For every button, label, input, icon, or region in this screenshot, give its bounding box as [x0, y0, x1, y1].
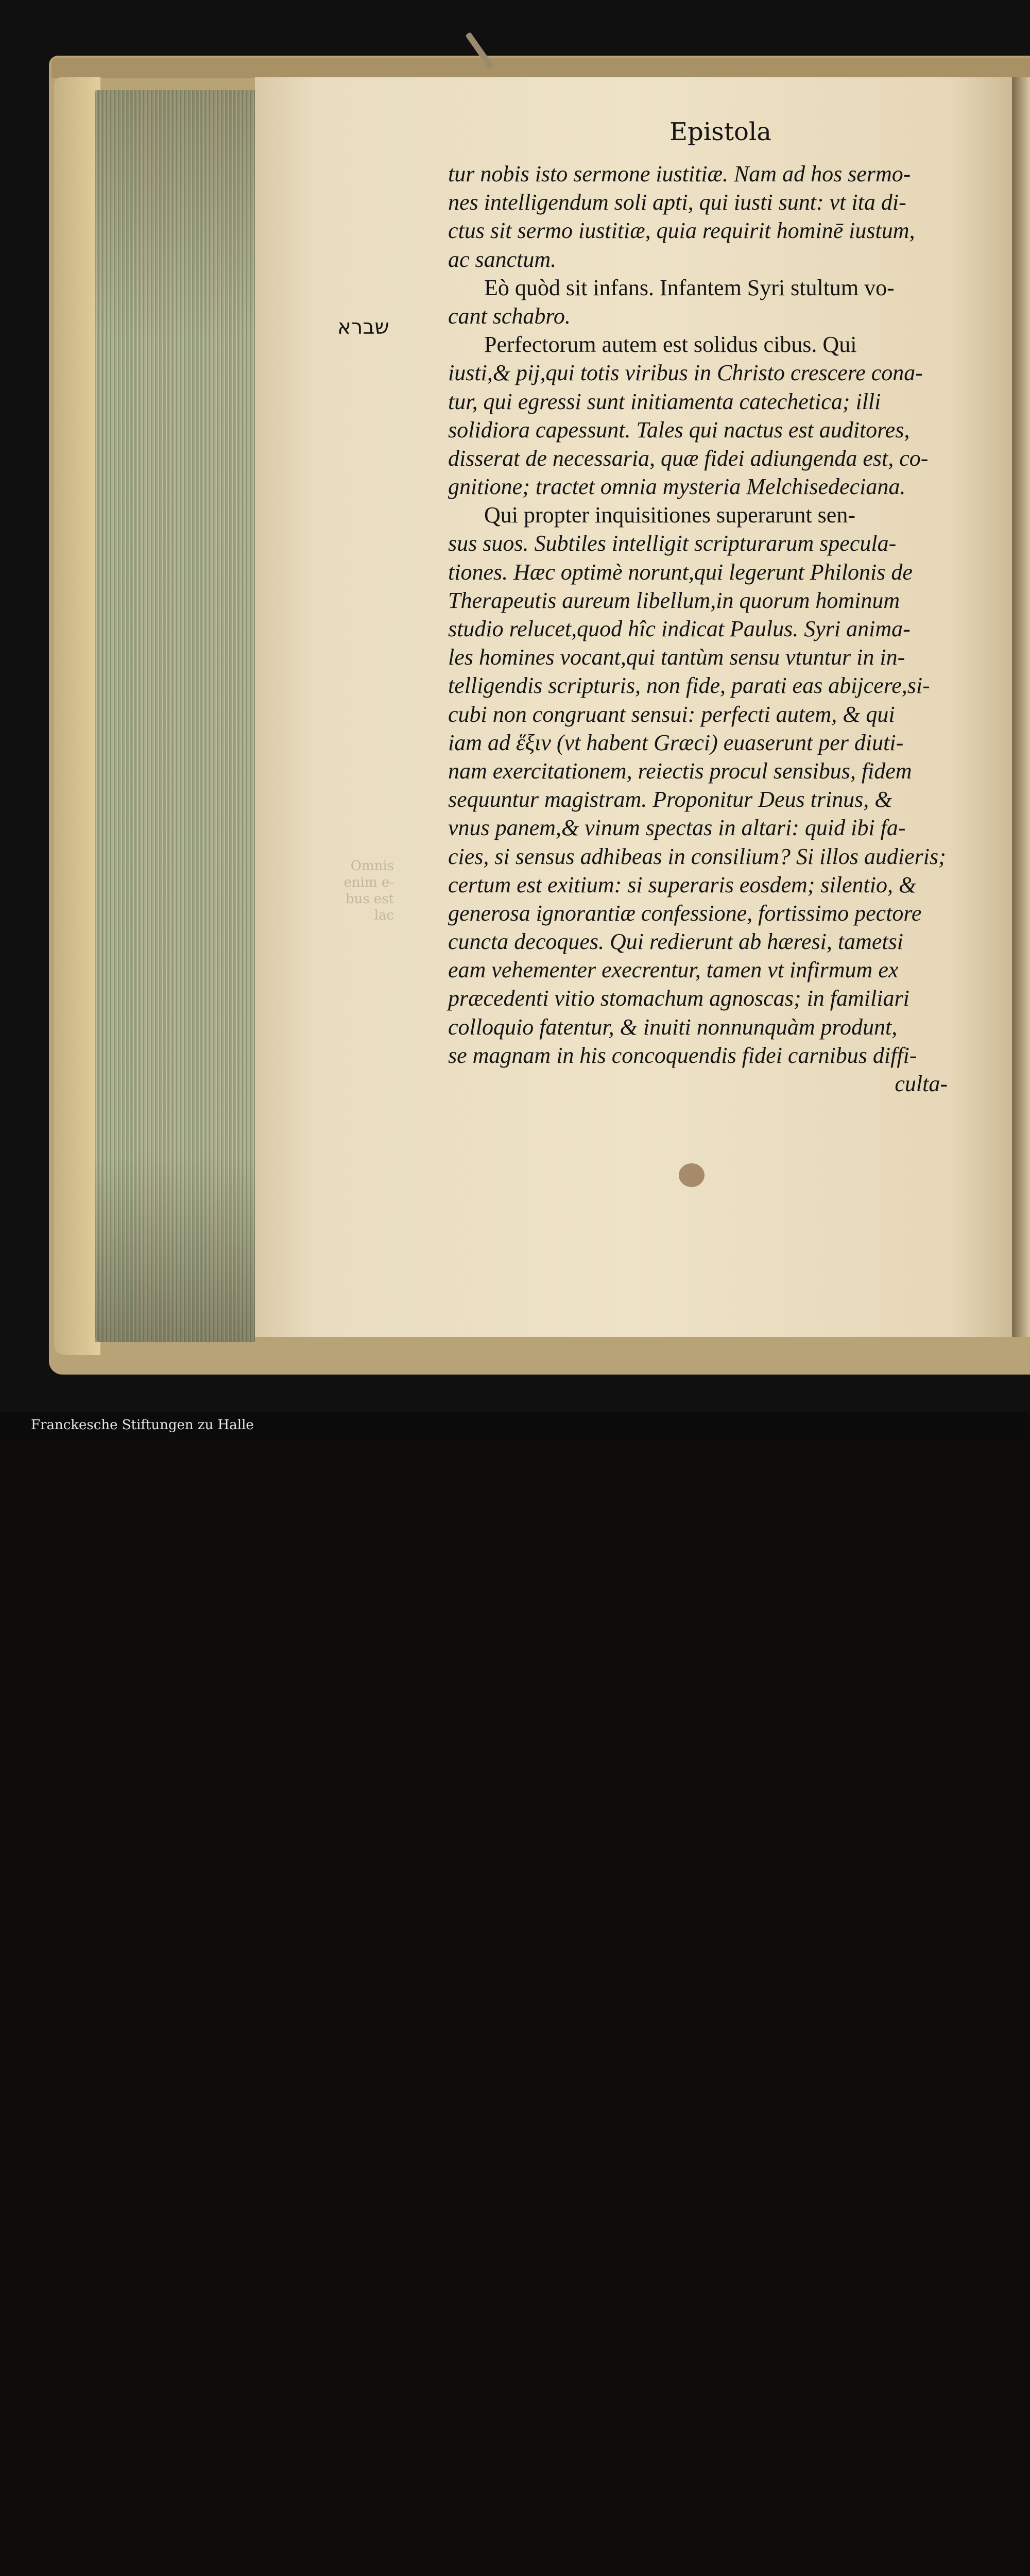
text-line: studio relucet,quod hîc indicat Paulus. Syri anima- — [448, 616, 911, 641]
text-line: cies, si sensus adhibeas in consilium? Si illos audieris; — [448, 843, 946, 869]
catchword: culta- — [895, 1071, 948, 1096]
bleed-through-text: Omnis enim e- bus est lac — [344, 858, 394, 923]
text-line: gnitione; tractet omnia mysteria Melchisedeciana. — [448, 474, 906, 500]
text-line: iam ad ἕξιν (vt habent Græci) euaserunt per diuti- — [448, 730, 904, 755]
text-line: vnus panem,& vinum spectas in altari: quid ibi fa- — [448, 815, 906, 841]
facing-page-edge — [1009, 77, 1030, 1337]
text-line: eam vehementer execrentur, tamen vt infirmum ex — [448, 957, 899, 983]
text-line: certum est exitium: si superaris eosdem; silentio, & — [448, 872, 917, 897]
text-line: Eò quòd sit infans. Infantem Syri stultum vo- — [484, 275, 895, 300]
text-line: cant schabro. — [448, 303, 571, 329]
text-line: Therapeutis aureum libellum,in quorum hominum — [448, 587, 900, 613]
text-line: cubi non congruant sensui: perfecti autem, & qui — [448, 701, 895, 727]
text-line: cuncta decoques. Qui redierunt ab hæresi, tametsi — [448, 929, 903, 955]
text-line: disserat de necessaria, quæ fidei adiungenda est, co- — [448, 445, 929, 471]
text-line: tiones. Hæc optimè norunt,qui legerunt Philonis de — [448, 559, 913, 585]
margin-note-hebrew: שברא — [337, 315, 389, 339]
text-line: solidiora capessunt. Tales qui nactus est auditores, — [448, 417, 910, 443]
text-line: generosa ignorantiæ confessione, fortissimo pectore — [448, 900, 922, 926]
text-line: tur nobis isto sermone iustitiæ. Nam ad hos sermo- — [448, 161, 911, 187]
text-line: Perfectorum autem est solidus cibus. Qui — [484, 332, 857, 358]
text-line: tur, qui egressi sunt initiamenta catechetica; illi — [448, 388, 881, 414]
text-line: præcedenti vitio stomachum agnoscas; in familiari — [448, 986, 909, 1011]
text-line: colloquio fatentur, & inuiti nonnunquàm produnt, — [448, 1014, 898, 1040]
cover-edge-left — [54, 77, 100, 1355]
text-line: nam exercitationem, reiectis procul sensibus, fidem — [448, 758, 912, 784]
text-line: ac sanctum. — [448, 246, 557, 272]
text-line: telligendis scripturis, non fide, parati eas abijcere,si- — [448, 673, 930, 699]
text-line: ctus sit sermo iustitiæ, quia requirit hominē iustum, — [448, 218, 915, 244]
page-edges-shade — [95, 90, 255, 1342]
body-text — [448, 160, 978, 1098]
institution-name: Franckesche Stiftungen zu Halle — [31, 1417, 254, 1433]
text-line: sus suos. Subtiles intelligit scripturarum specula- — [448, 531, 897, 556]
text-line: Qui propter inquisitiones superarunt sen- — [484, 502, 855, 528]
text-line: nes intelligendum soli apti, qui iusti sunt: vt ita di- — [448, 190, 906, 215]
book-top-edge — [52, 58, 1030, 78]
text-line: se magnam in his concoquendis fidei carnibus diffi- — [448, 1042, 917, 1068]
text-line: iusti,& pij,qui totis viribus in Christo crescere cona- — [448, 360, 923, 386]
text-line: sequuntur magistram. Proponitur Deus trinus, & — [448, 787, 892, 812]
ink-stain — [679, 1163, 705, 1187]
page-header: Epistola — [670, 117, 771, 146]
text-line: les homines vocant,qui tantùm sensu vtuntur in in- — [448, 645, 905, 670]
